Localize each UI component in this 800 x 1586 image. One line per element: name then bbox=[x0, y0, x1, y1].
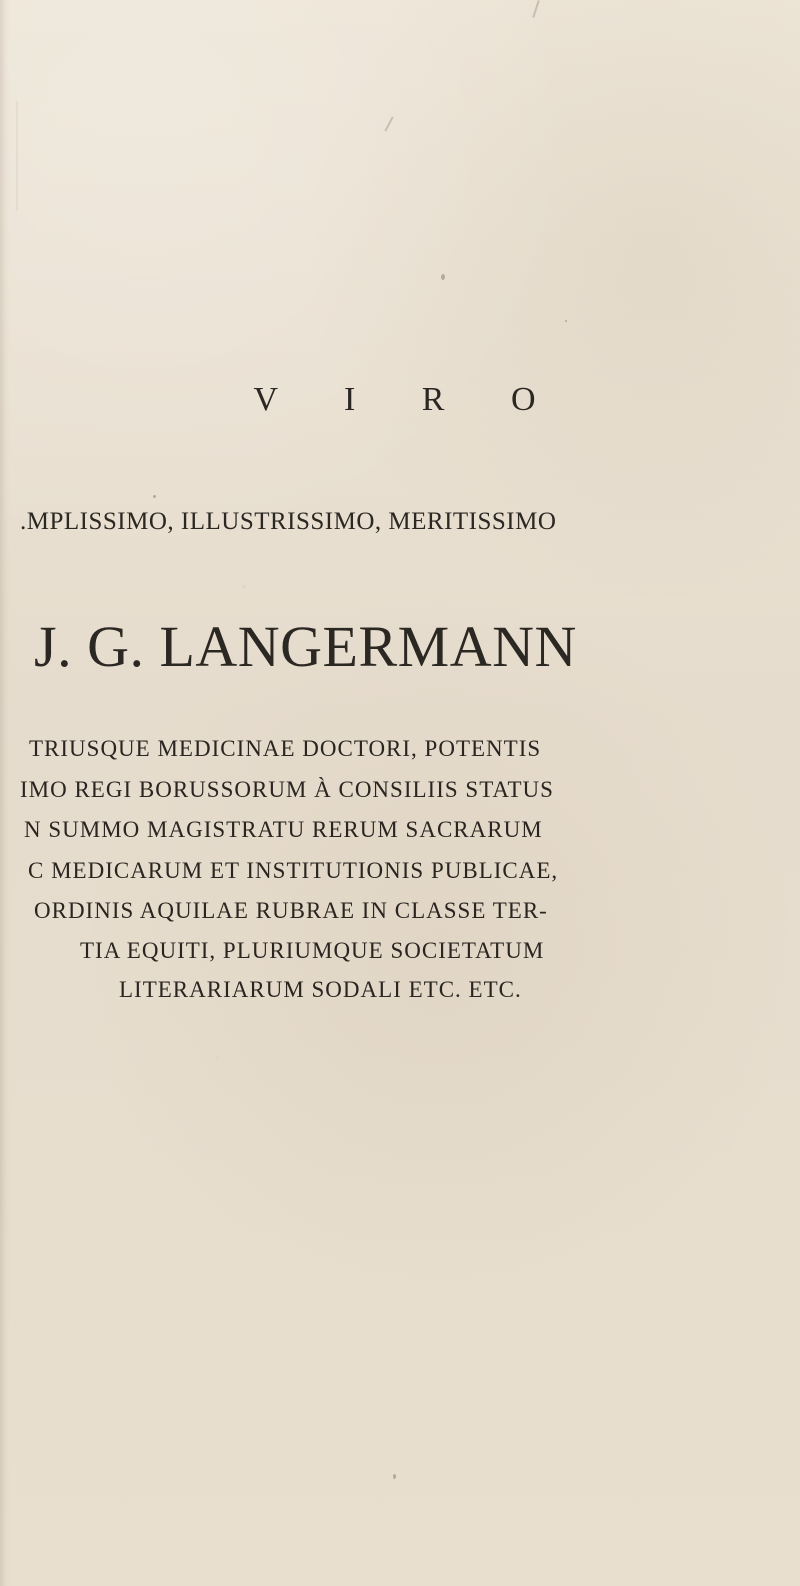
body-line-6: TIA EQUITI, PLURIUMQUE SOCIETATUM bbox=[80, 938, 545, 963]
body-line-3: N SUMMO MAGISTRATU RERUM SACRARUM bbox=[24, 817, 543, 842]
body-line-5: ORDINIS AQUILAE RUBRAE IN CLASSE TER- bbox=[34, 898, 548, 923]
paper-stroke bbox=[384, 116, 393, 131]
dedication-line: .MPLISSIMO, ILLUSTRISSIMO, MERITISSIMO bbox=[20, 508, 557, 535]
body-line-4: C MEDICARUM ET INSTITUTIONIS PUBLICAE, bbox=[28, 858, 559, 883]
body-line-7: LITERARIARUM SODALI ETC. ETC. bbox=[119, 977, 522, 1002]
body-line-1: TRIUSQUE MEDICINAE DOCTORI, POTENTIS bbox=[29, 736, 542, 761]
body-line-2: IMO REGI BORUSSORUM À CONSILIIS STATUS bbox=[20, 777, 554, 802]
dedication-title: V I R O bbox=[253, 381, 565, 418]
bleed-through-text: . bbox=[215, 1040, 221, 1064]
dedication-name: J. G. LANGERMANN bbox=[34, 614, 577, 679]
bleed-through-text: . bbox=[239, 559, 249, 596]
page-edge-shadow bbox=[0, 0, 10, 1586]
paper-speck bbox=[565, 320, 567, 322]
paper-speck bbox=[393, 1474, 396, 1479]
paper-stroke bbox=[532, 0, 539, 18]
paper-speck bbox=[153, 495, 156, 498]
paper-stroke bbox=[16, 101, 18, 211]
paper-speck bbox=[441, 274, 445, 280]
